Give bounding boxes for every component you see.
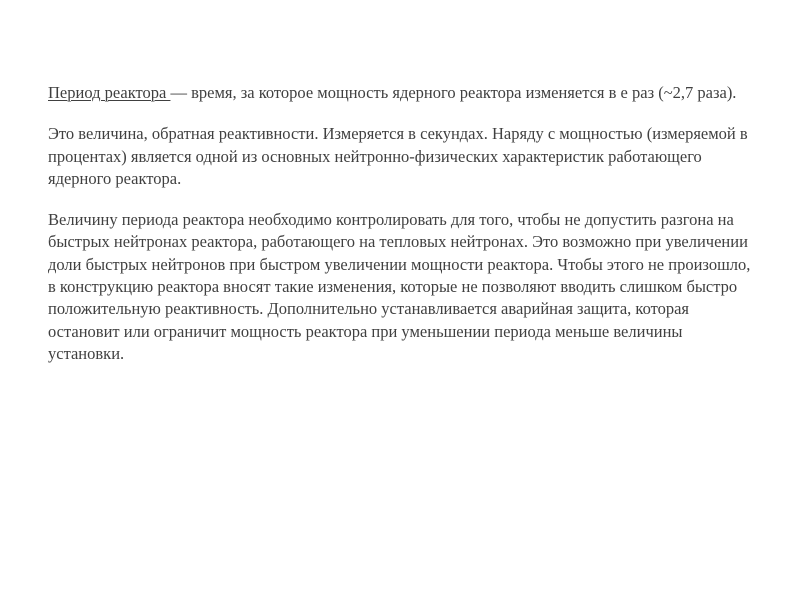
paragraph-control: Величину периода реактора необходимо контролировать для того, чтобы не допустить разгона на быстрых нейтронах реактора, работающего на тепловых нейтронах. Это возможно при увеличении доли быстрых нейтронов при быстром увеличении мощности реактора. Чтобы этого не произошло, в конструкцию реактора вносят такие изменения, которые не позволяют вводить слишком быстро положительную реактивность. Дополнительно устанавливается аварийная защита, которая остановит или ограничит мощность реактора при уменьшении периода меньше величины установки. bbox=[48, 210, 751, 363]
paragraph-reactivity: Это величина, обратная реактивности. Измеряется в секундах. Наряду с мощностью (измеряемой в процентах) является одной из основных нейтронно-физических характеристик работающего ядерного реактора. bbox=[48, 124, 748, 188]
slide-text-body bbox=[48, 82, 760, 365]
term-period-reactor: Период реактора bbox=[48, 83, 171, 102]
definition-paragraph bbox=[48, 82, 760, 104]
term-definition: — время, за которое мощность ядерного реактора изменяется в е раз (~2,7 раза). bbox=[170, 83, 737, 102]
